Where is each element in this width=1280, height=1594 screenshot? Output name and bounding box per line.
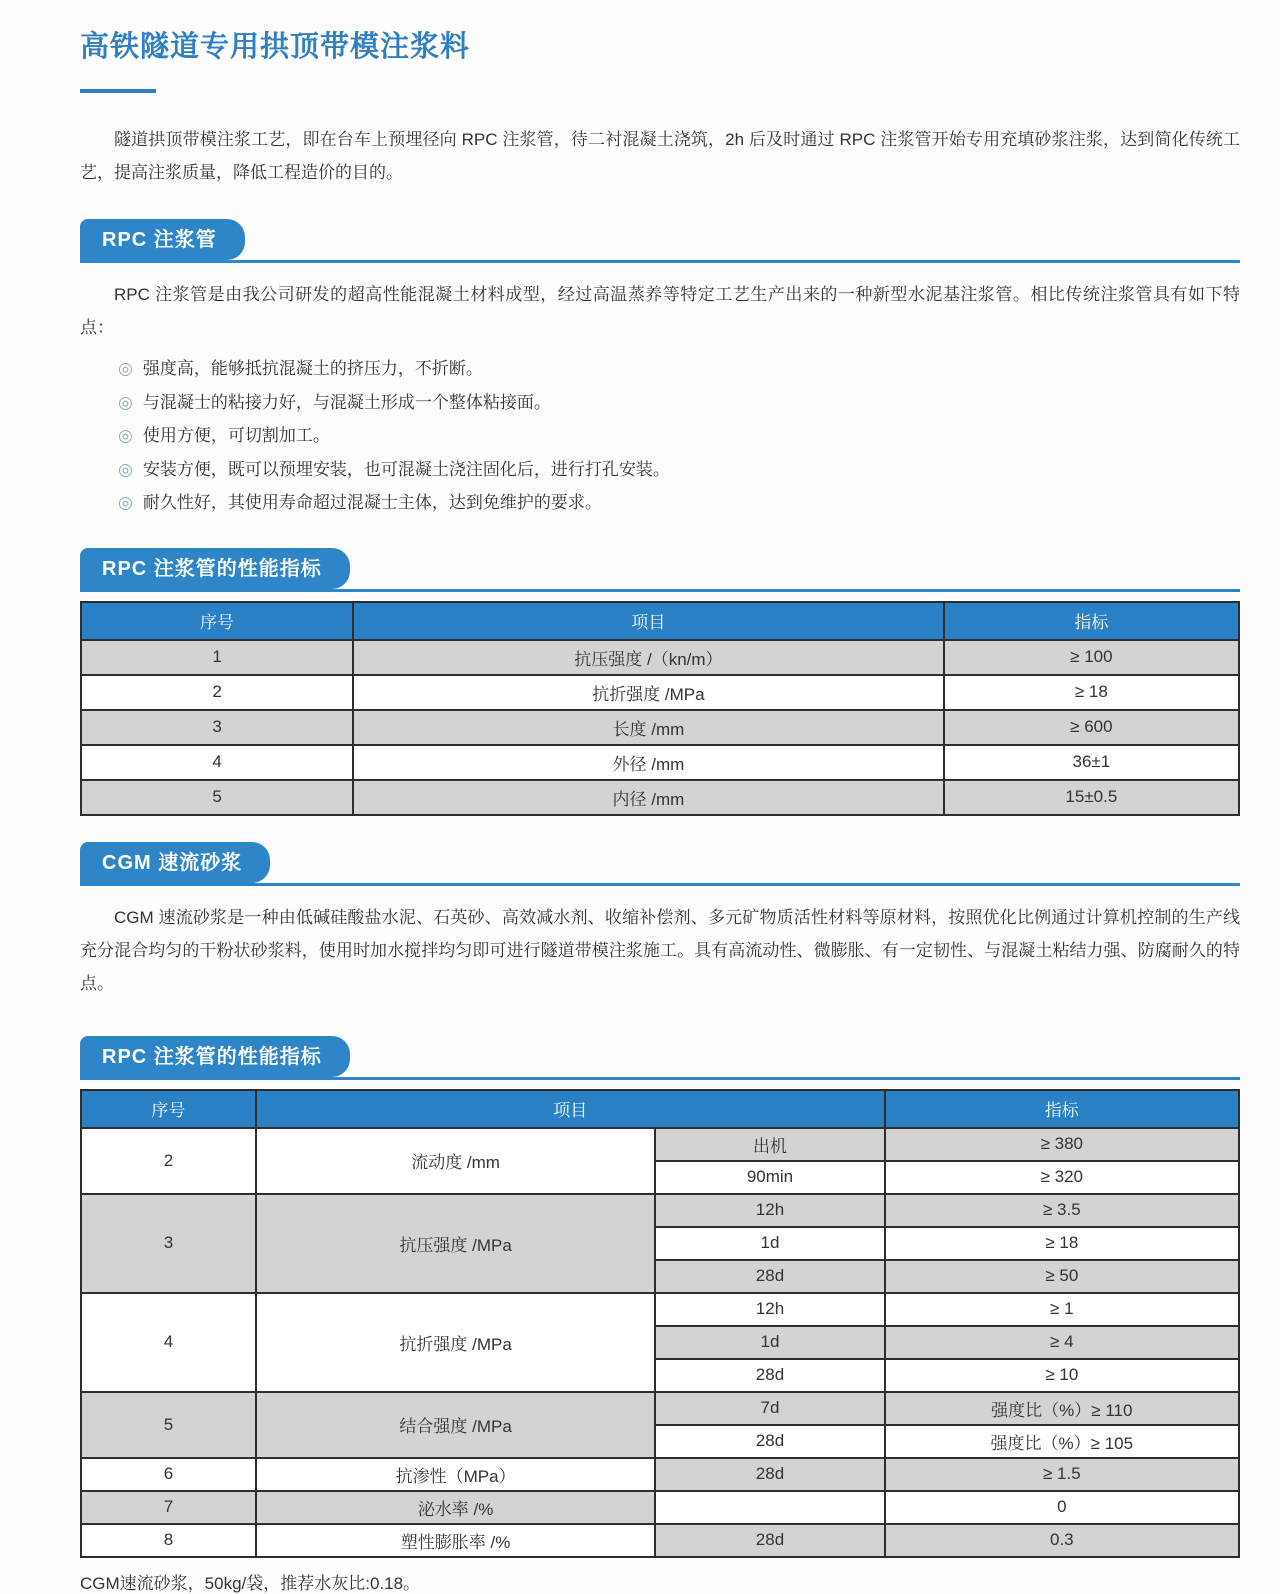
cell-condition: 7d xyxy=(655,1392,884,1425)
cell-spec: 0.3 xyxy=(885,1524,1239,1557)
cgm-performance-table xyxy=(80,1089,1240,1558)
section-header-cgm-table xyxy=(80,1036,1240,1080)
section-tab-rpc: RPC 注浆管 xyxy=(80,219,245,260)
cell-spec: ≥ 1 xyxy=(885,1293,1239,1326)
cell-spec: 强度比（%）≥ 110 xyxy=(885,1392,1239,1425)
double-circle-bullet-icon: ◎ xyxy=(118,359,133,378)
list-item-text: 使用方便，可切割加工。 xyxy=(142,426,330,445)
cell-item: 结合强度 /MPa xyxy=(256,1392,656,1458)
rpc-feature-list xyxy=(80,352,1240,520)
cell-item: 抗压强度 /（kn/m） xyxy=(353,640,944,675)
list-item xyxy=(118,453,1240,487)
cell-spec: ≥ 18 xyxy=(944,675,1239,710)
table-row xyxy=(81,640,1239,675)
list-item xyxy=(118,419,1240,453)
cell-item: 抗折强度 /MPa xyxy=(353,675,944,710)
list-item-text: 耐久性好，其使用寿命超过混凝士主体，达到免维护的要求。 xyxy=(142,493,602,512)
cell-spec: ≥ 50 xyxy=(885,1260,1239,1293)
column-header-spec: 指标 xyxy=(944,602,1239,640)
section-header-cgm xyxy=(80,842,1240,886)
table-row xyxy=(81,745,1239,780)
cell-no: 7 xyxy=(81,1491,256,1524)
cell-condition: 28d xyxy=(655,1458,884,1491)
double-circle-bullet-icon: ◎ xyxy=(118,426,133,445)
column-header-item: 项目 xyxy=(256,1090,885,1128)
cell-item: 抗折强度 /MPa xyxy=(256,1293,656,1392)
rpc-description: RPC 注浆管是由我公司研发的超高性能混凝土材料成型，经过高温蒸养等特定工艺生产出来的一种新型水泥基注浆管。相比传统注浆管具有如下特点： xyxy=(80,285,1240,337)
double-circle-bullet-icon: ◎ xyxy=(118,392,133,412)
table-row xyxy=(81,780,1239,815)
cell-item: 流动度 /mm xyxy=(256,1128,656,1194)
cell-condition: 28d xyxy=(655,1260,884,1293)
cell-spec: ≥ 4 xyxy=(885,1326,1239,1359)
cell-condition: 90min xyxy=(655,1161,884,1194)
cell-item: 塑性膨胀率 /% xyxy=(256,1524,656,1557)
cell-no: 2 xyxy=(81,675,353,710)
cell-item: 抗压强度 /MPa xyxy=(256,1194,656,1293)
cell-item: 泌水率 /% xyxy=(256,1491,656,1524)
column-header-no: 序号 xyxy=(81,1090,256,1128)
table-row xyxy=(81,1194,1239,1227)
table-header-row xyxy=(81,1090,1239,1128)
title-underline xyxy=(80,89,156,93)
list-item-text: 强度高，能够抵抗混凝土的挤压力，不折断。 xyxy=(142,359,483,378)
cell-spec: ≥ 10 xyxy=(885,1359,1239,1392)
section-header-rpc xyxy=(80,219,1240,263)
cell-spec: ≥ 1.5 xyxy=(885,1458,1239,1491)
cell-spec: ≥ 18 xyxy=(885,1227,1239,1260)
cell-condition xyxy=(655,1491,884,1524)
cell-spec: ≥ 600 xyxy=(944,710,1239,745)
cell-condition: 28d xyxy=(655,1524,884,1557)
cell-no: 2 xyxy=(81,1128,256,1194)
cell-no: 8 xyxy=(81,1524,256,1557)
cell-spec: 15±0.5 xyxy=(944,780,1239,815)
cell-item: 抗渗性（MPa） xyxy=(256,1458,656,1491)
cell-condition: 1d xyxy=(655,1326,884,1359)
cell-no: 4 xyxy=(81,1293,256,1392)
cell-spec: ≥ 380 xyxy=(885,1128,1239,1161)
cell-condition: 1d xyxy=(655,1227,884,1260)
cell-spec: 0 xyxy=(885,1491,1239,1524)
intro-paragraph: 隧道拱顶带模注浆工艺，即在台车上预埋径向 RPC 注浆管，待二衬混凝土浇筑，2h 后及时通过 RPC 注浆管开始专用充填砂浆注浆，达到简化传统工艺，提高注浆质量，降低工程造价的目的。 xyxy=(80,130,1240,182)
table-header-row xyxy=(81,602,1239,640)
cell-item: 内径 /mm xyxy=(353,780,944,815)
list-item xyxy=(118,486,1240,520)
table-row xyxy=(81,1491,1239,1524)
table-row xyxy=(81,1392,1239,1425)
table-row xyxy=(81,1524,1239,1557)
cell-spec: 强度比（%）≥ 105 xyxy=(885,1425,1239,1458)
column-header-spec: 指标 xyxy=(885,1090,1239,1128)
cell-no: 5 xyxy=(81,1392,256,1458)
cell-condition: 12h xyxy=(655,1194,884,1227)
column-header-item: 项目 xyxy=(353,602,944,640)
cgm-description: CGM 速流砂浆是一种由低碱硅酸盐水泥、石英砂、高效减水剂、收缩补偿剂、多元矿物质活性材料等原材料，按照优化比例通过计算机控制的生产线充分混合均匀的干粉状砂浆料，使用时加水搅拌均匀即可进行隧道带模注浆施工。具有高流动性、微膨胀、有一定韧性、与混凝土粘结力强、防腐耐久的特点。 xyxy=(80,907,1240,993)
cell-no: 6 xyxy=(81,1458,256,1491)
cell-condition: 出机 xyxy=(655,1128,884,1161)
list-item xyxy=(118,352,1240,386)
table-row xyxy=(81,1128,1239,1161)
cell-item: 长度 /mm xyxy=(353,710,944,745)
list-item xyxy=(118,386,1240,420)
cell-spec: ≥ 3.5 xyxy=(885,1194,1239,1227)
cell-item: 外径 /mm xyxy=(353,745,944,780)
double-circle-bullet-icon: ◎ xyxy=(118,493,133,512)
table-row xyxy=(81,675,1239,710)
rpc-performance-table xyxy=(80,601,1240,816)
cell-no: 1 xyxy=(81,640,353,675)
cell-condition: 12h xyxy=(655,1293,884,1326)
page-title: 高铁隧道专用拱顶带模注浆料 xyxy=(80,31,471,63)
section-tab-rpc-table: RPC 注浆管的性能指标 xyxy=(80,548,350,589)
table-row xyxy=(81,1458,1239,1491)
list-item-text: 安装方便，既可以预埋安装，也可混凝土浇注固化后，进行打孔安装。 xyxy=(142,459,670,479)
cell-spec: 36±1 xyxy=(944,745,1239,780)
table-row xyxy=(81,1293,1239,1326)
section-tab-cgm: CGM 速流砂浆 xyxy=(80,842,270,883)
list-item-text: 与混凝士的粘接力好，与混凝土形成一个整体粘接面。 xyxy=(142,392,551,412)
cell-no: 4 xyxy=(81,745,353,780)
cell-no: 5 xyxy=(81,780,353,815)
cell-spec: ≥ 320 xyxy=(885,1161,1239,1194)
column-header-no: 序号 xyxy=(81,602,353,640)
cell-spec: ≥ 100 xyxy=(944,640,1239,675)
table-row xyxy=(81,710,1239,745)
section-tab-cgm-table: RPC 注浆管的性能指标 xyxy=(80,1036,350,1077)
table-footnote: CGM速流砂浆，50kg/袋，推荐水灰比:0.18。 xyxy=(80,1573,421,1593)
cell-no: 3 xyxy=(81,710,353,745)
cell-condition: 28d xyxy=(655,1359,884,1392)
cell-condition: 28d xyxy=(655,1425,884,1458)
section-header-rpc-table xyxy=(80,548,1240,592)
cell-no: 3 xyxy=(81,1194,256,1293)
double-circle-bullet-icon: ◎ xyxy=(118,459,133,479)
